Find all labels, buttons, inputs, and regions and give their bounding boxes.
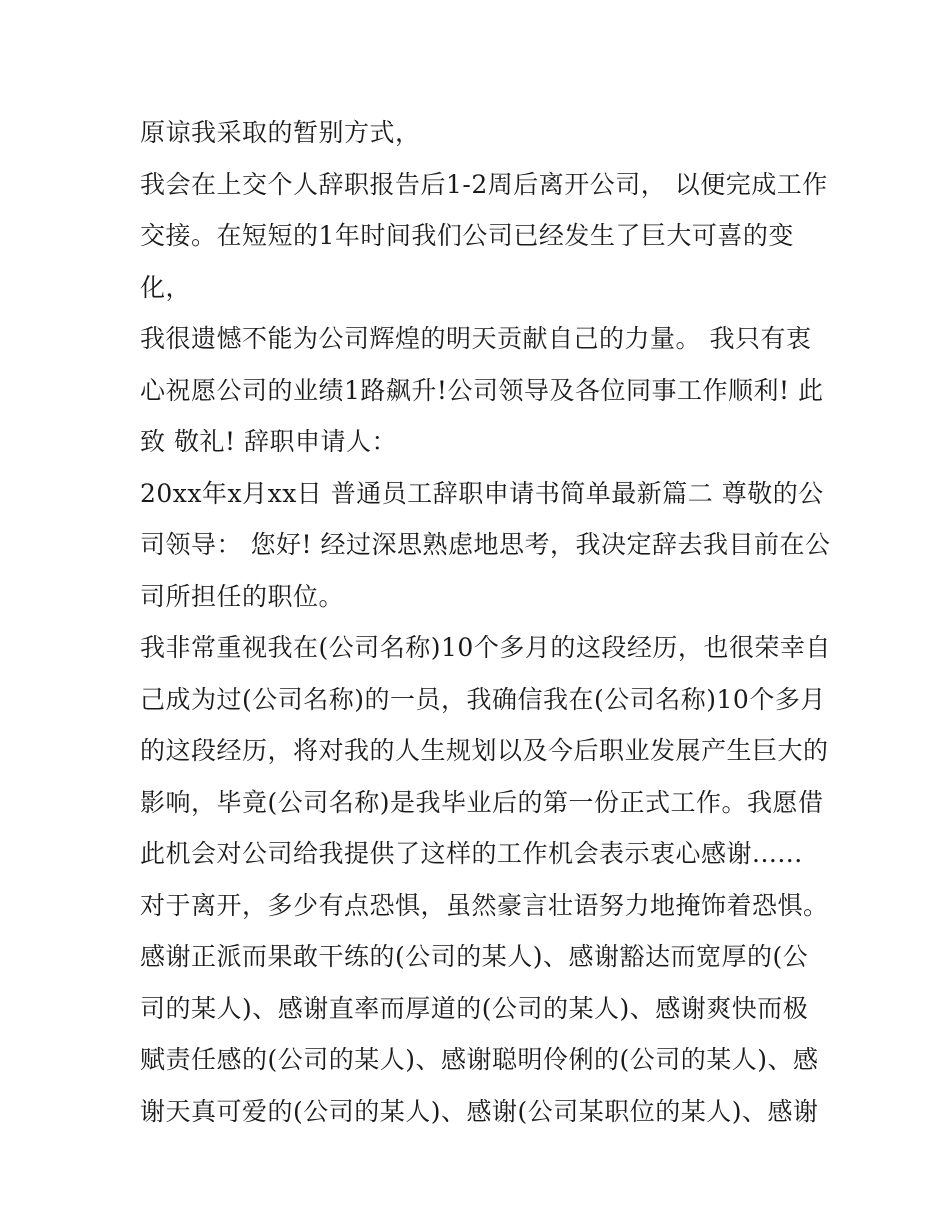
text-line: 赋责任感的(公司的某人)、感谢聪明伶俐的(公司的某人)、感 xyxy=(140,1045,819,1074)
text-line: 对于离开，多少有点恐惧，虽然豪言壮语努力地掩饰着恐惧。 xyxy=(140,890,829,920)
text-line: 的这段经历，将对我的人生规划以及今后职业发展产生巨大的 xyxy=(140,736,829,765)
text-line: 感谢正派而果敢干练的(公司的某人)、感谢豁达而宽厚的(公 xyxy=(140,942,809,971)
text-line: 原谅我采取的暂别方式， xyxy=(140,118,421,147)
text-line: 我很遗憾不能为公司辉煌的明天贡献自己的力量。 我只有衷 xyxy=(140,324,812,353)
text-line: 此机会对公司给我提供了这样的工作机会表示衷心感谢...... xyxy=(140,839,803,868)
text-line: 谢天真可爱的(公司的某人)、感谢(公司某职位的某人)、感谢 xyxy=(140,1096,819,1126)
text-line: 影响，毕竟(公司名称)是我毕业后的第一份正式工作。我愿借 xyxy=(140,787,824,817)
text-line: 己成为过(公司名称)的一员，我确信我在(公司名称)10个多月 xyxy=(140,684,826,714)
text-line: 我会在上交个人辞职报告后1-2周后离开公司， 以便完成工作 xyxy=(140,169,828,199)
text-line: 交接。在短短的1年时间我们公司已经发生了巨大可喜的变 xyxy=(140,221,794,250)
text-line: 化， xyxy=(140,272,192,302)
text-line: 司所担任的职位。 xyxy=(140,581,345,611)
text-line: 20xx年x月xx日 普通员工辞职申请书简单最新篇二 尊敬的公 xyxy=(140,478,824,508)
text-line: 心祝愿公司的业绩1路飙升!公司领导及各位同事工作顺利! 此 xyxy=(140,375,824,405)
document-body xyxy=(140,107,831,1137)
text-line: 我非常重视我在(公司名称)10个多月的这段经历，也很荣幸自 xyxy=(140,633,831,662)
text-line: 司的某人)、感谢直率而厚道的(公司的某人)、感谢爽快而极 xyxy=(140,993,809,1023)
text-line: 司领导： 您好! 经过深思熟虑地思考，我决定辞去我目前在公 xyxy=(140,530,831,559)
text-line: 致 敬礼! 辞职申请人： xyxy=(140,427,397,456)
